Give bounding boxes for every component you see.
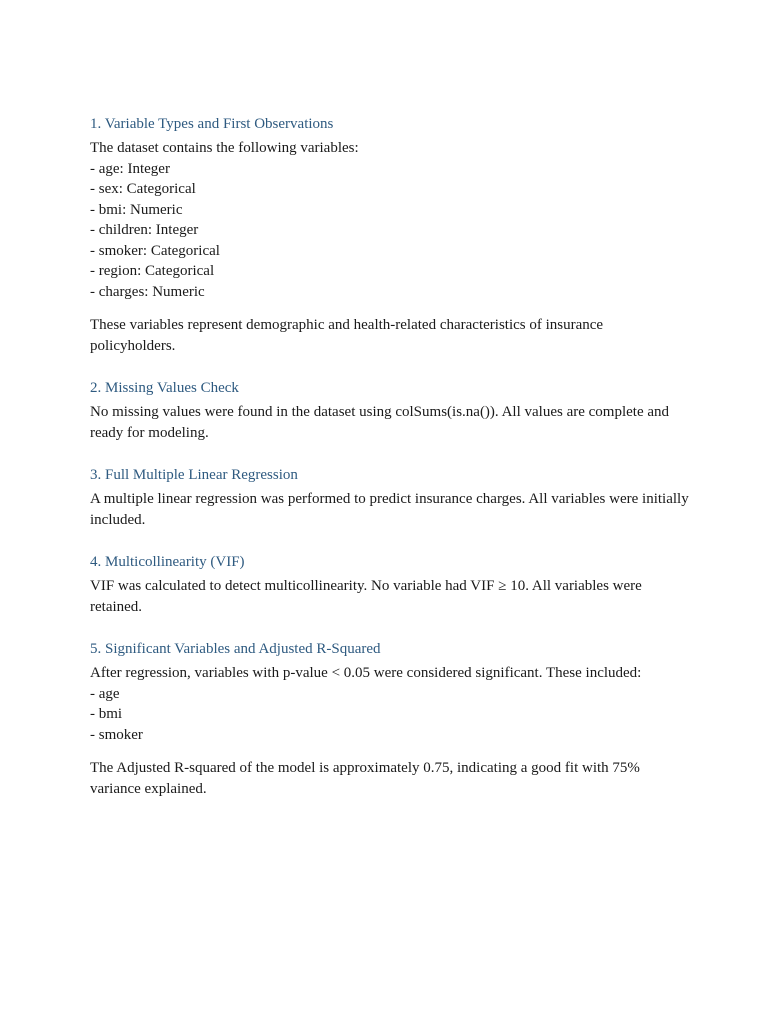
section-body-text: A multiple linear regression was performed to predict insurance charges. All variables were initially included.	[90, 491, 689, 528]
section-heading: 4. Multicollinearity (VIF)	[90, 554, 245, 570]
list-item: - smoker	[90, 726, 143, 743]
variable-list	[90, 159, 690, 303]
list-item: - children: Integer	[90, 222, 199, 238]
section-variable-types	[90, 114, 690, 356]
list-item: - age	[90, 685, 120, 702]
section-body-text: VIF was calculated to detect multicollinearity. No variable had VIF ≥ 10. All variables were retained.	[90, 578, 642, 615]
list-item: - sex: Categorical	[90, 181, 196, 197]
list-item: - age: Integer	[90, 160, 170, 177]
list-item: - bmi	[90, 706, 123, 722]
section-heading: 2. Missing Values Check	[90, 380, 239, 396]
section-multicollinearity	[90, 552, 690, 617]
section-significant-variables	[90, 639, 690, 799]
intro-text: After regression, variables with p-value < 0.05 were considered significant. These included:	[90, 665, 642, 681]
list-item: - bmi: Numeric	[90, 201, 183, 218]
section-heading: 3. Full Multiple Linear Regression	[90, 467, 298, 483]
section-full-regression	[90, 465, 690, 530]
section-body	[90, 663, 690, 799]
section-body	[90, 138, 690, 356]
intro-line: The dataset contains the following variables:	[90, 140, 359, 156]
list-item: - region: Categorical	[90, 263, 215, 279]
section-heading: 1. Variable Types and First Observations	[90, 116, 334, 132]
section-body-text: No missing values were found in the dataset using colSums(is.na()). All values are complete and ready for modeling.	[90, 404, 670, 441]
outro-text: The Adjusted R-squared of the model is approximately 0.75, indicating a good fit with 75% variance explained.	[90, 760, 640, 797]
list-item: - charges: Numeric	[90, 283, 205, 300]
section-heading: 5. Significant Variables and Adjusted R-Squared	[90, 641, 381, 657]
document-page	[90, 114, 690, 799]
section-missing-values	[90, 378, 690, 443]
outro-text: These variables represent demographic and health-related characteristics of insurance policyholders.	[90, 317, 604, 354]
intro-text	[90, 138, 690, 159]
significant-variable-list	[90, 684, 690, 746]
list-item: - smoker: Categorical	[90, 242, 220, 259]
